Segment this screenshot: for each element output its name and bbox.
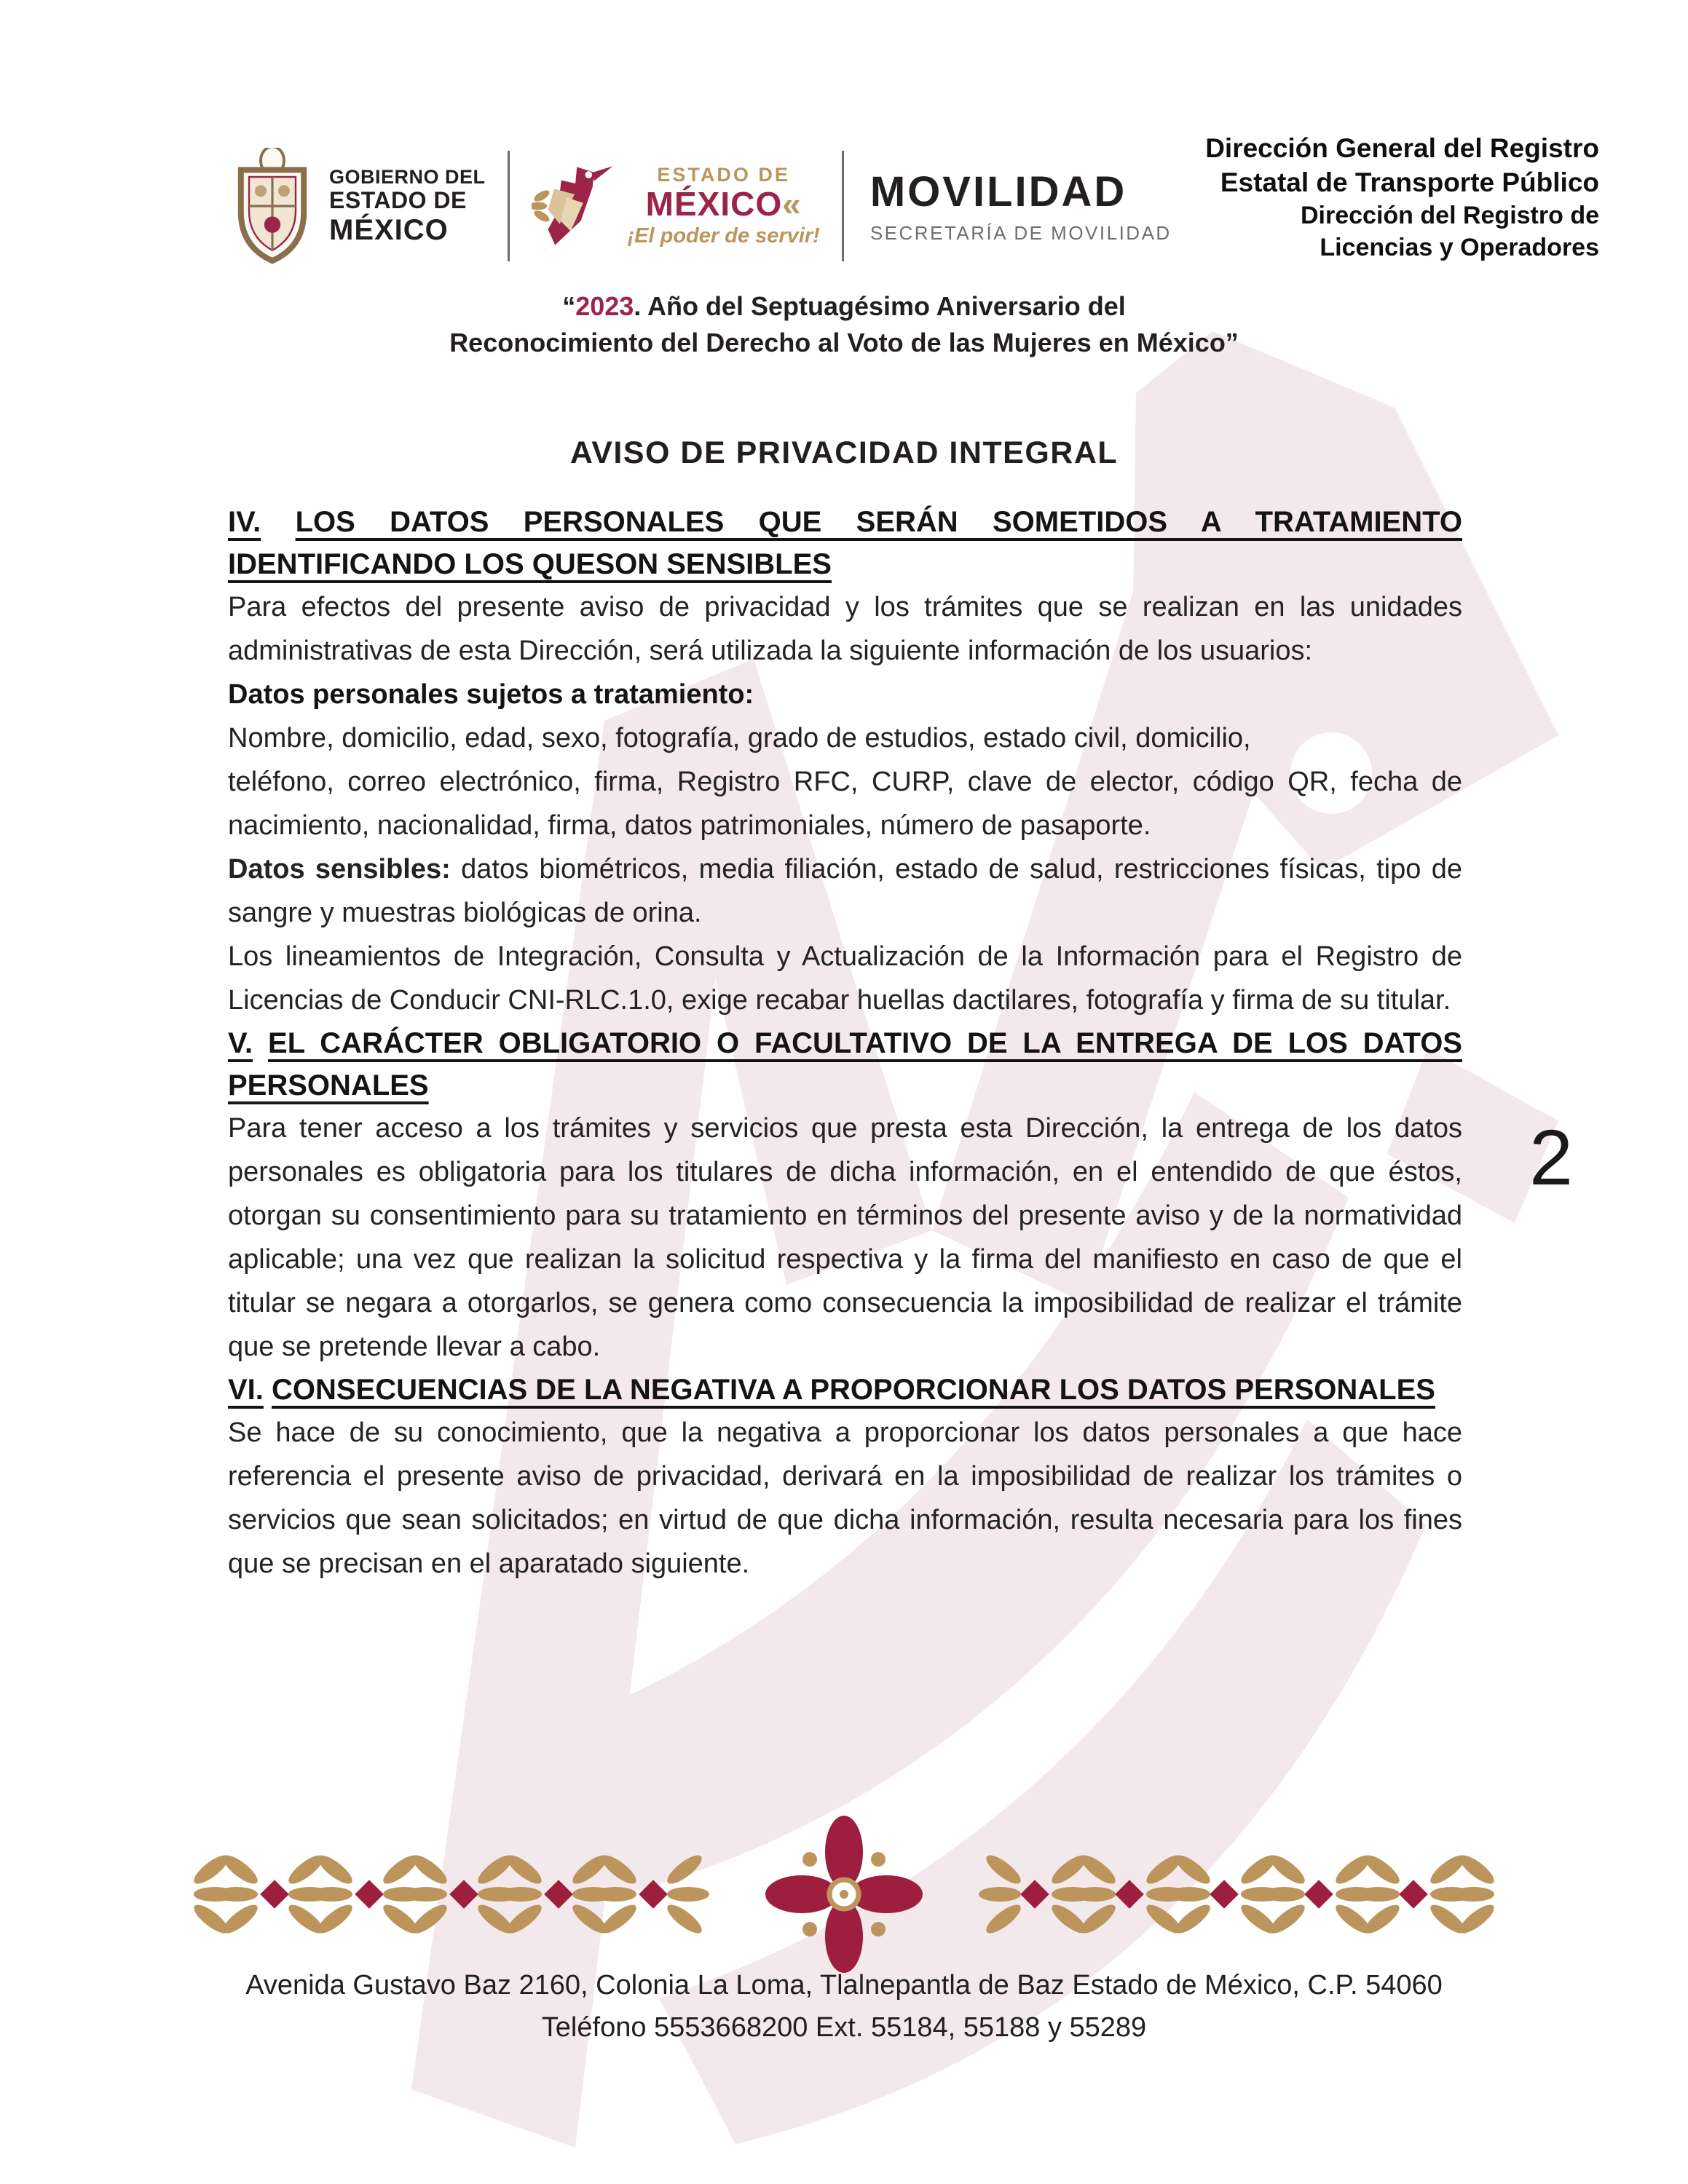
crest-caption-line: MÉXICO [329, 213, 449, 246]
quote-line1-rest: . Año del Septuagésimo Aniversario del [634, 291, 1126, 321]
datos-personales-subheading: Datos personales sujetos a tratamiento: [228, 679, 754, 710]
hummingbird-icon [532, 163, 618, 249]
office-line: Dirección del Registro de [1301, 202, 1599, 229]
office-line: Licencias y Operadores [1320, 234, 1599, 261]
quote-year: 2023 [575, 291, 634, 321]
office-block [1205, 131, 1599, 264]
datos-sensibles-label: Datos sensibles: [228, 854, 451, 885]
edomex-logo [532, 163, 820, 249]
header-logos [232, 144, 1172, 268]
office-line: Estatal de Transporte Público [1220, 167, 1599, 197]
quote-line-1 [0, 288, 1688, 325]
office-line: Dirección General del Registro [1205, 133, 1599, 163]
document-body [228, 501, 1462, 1586]
section-v-heading-text: EL CARÁCTER OBLIGATORIO O FACULTATIVO DE LA ENTREGA DE LOS DATOS PERSONALES [228, 1027, 1462, 1101]
lineamientos-paragraph: Los lineamientos de Integración, Consulta y Actualización de la Información para el Registro de Licencias de Conducir CNI-RLC.1.0, exige recabar huellas dactilares, fotografía y firma de su titular. [228, 941, 1462, 1016]
datos-sensibles-paragraph [228, 847, 1462, 935]
section-iv-heading-text: LOS DATOS PERSONALES QUE SERÁN SOMETIDOS A TRATAMIENTO IDENTIFICANDO LOS QUESON SENSIBLES [228, 506, 1462, 580]
page-title: AVISO DE PRIVACIDAD INTEGRAL [569, 435, 1119, 470]
page-number: 2 [1529, 1113, 1574, 1201]
section-iv-number: IV. [228, 506, 261, 538]
movilidad-subtitle: SECRETARÍA DE MOVILIDAD [869, 222, 1172, 244]
section-v-heading [228, 1022, 1462, 1107]
guillemet-mark: « [782, 184, 802, 223]
crest-caption [329, 166, 486, 247]
datos-personales-line2: teléfono, correo electrónico, firma, Registro RFC, CURP, clave de elector, código QR, fecha de nacimiento, nacionalidad, firma, datos patrimoniales, número de pasaporte. [228, 767, 1462, 841]
edomex-name: MÉXICO [645, 184, 783, 223]
section-iv-intro: Para efectos del presente aviso de privacidad y los trámites que se realizan en las unidades administrativas de esta Dirección, será utilizada la siguiente información de los usuarios: [228, 592, 1462, 666]
quote-line-2: Reconocimiento del Derecho al Voto de las Mujeres en México” [449, 328, 1239, 357]
section-vi-heading-text: CONSECUENCIAS DE LA NEGATIVA A PROPORCIONAR LOS DATOS PERSONALES [272, 1374, 1435, 1406]
movilidad-logo [870, 167, 1172, 245]
crest-caption-line: ESTADO DE [329, 186, 467, 213]
section-v-paragraph: Para tener acceso a los trámites y servicios que presta esta Dirección, la entrega de los datos personales es obligatoria para los titulares de dicha información, en el entendido de que éstos, otorgan su consentimiento para su tratamiento en términos del presente aviso y de la normatividad aplicable; una vez que realizan la solicitud respectiva y la firma del manifiesto en caso de que el titular se negara a otorgarlos, se genera como consecuencia la imposibilidad de realizar el trámite que se pretende llevar a cabo. [228, 1113, 1462, 1362]
section-vi-heading [228, 1369, 1462, 1411]
gobierno-edomex-crest-icon [232, 148, 313, 264]
footer [0, 1964, 1688, 2049]
edomex-top-label: ESTADO DE [657, 163, 790, 186]
year-quote [0, 288, 1688, 361]
edomex-slogan: ¡El poder de servir! [627, 224, 820, 248]
datos-personales-line1: Nombre, domicilio, edad, sexo, fotografía, grado de estudios, estado civil, domicilio, [228, 723, 1251, 753]
section-vi-paragraph: Se hace de su conocimiento, que la negativa a proporcionar los datos personales a que hace referencia el presente aviso de privacidad, derivará en la imposibilidad de realizar los trámites o servicios que sean solicitados; en virtud de que dicha información, resulta necesaria para los fines que se precisan en el aparatado siguiente. [228, 1417, 1462, 1579]
section-iv-heading [228, 501, 1462, 585]
ornamental-border [192, 1800, 1496, 1989]
footer-address: Avenida Gustavo Baz 2160, Colonia La Loma, Tlalnepantla de Baz Estado de México, C.P. 54060 [245, 1970, 1443, 2001]
datos-sensibles-text: datos biométricos, media filiación, estado de salud, restricciones físicas, tipo de sangre y muestras biológicas de orina. [228, 854, 1463, 928]
header-divider [508, 151, 510, 261]
crest-caption-line: GOBIERNO DEL [329, 165, 486, 188]
section-v-number: V. [228, 1027, 253, 1059]
header-divider [842, 151, 844, 261]
movilidad-name: MOVILIDAD [869, 168, 1127, 215]
edomex-logo-text [628, 164, 820, 248]
quote-open: “ [562, 291, 576, 321]
edomex-name-label [628, 186, 820, 221]
center-flower [765, 1816, 923, 1973]
section-vi-number: VI. [228, 1374, 264, 1406]
footer-phone: Teléfono 5553668200 Ext. 55184, 55188 y 55289 [541, 2012, 1147, 2043]
